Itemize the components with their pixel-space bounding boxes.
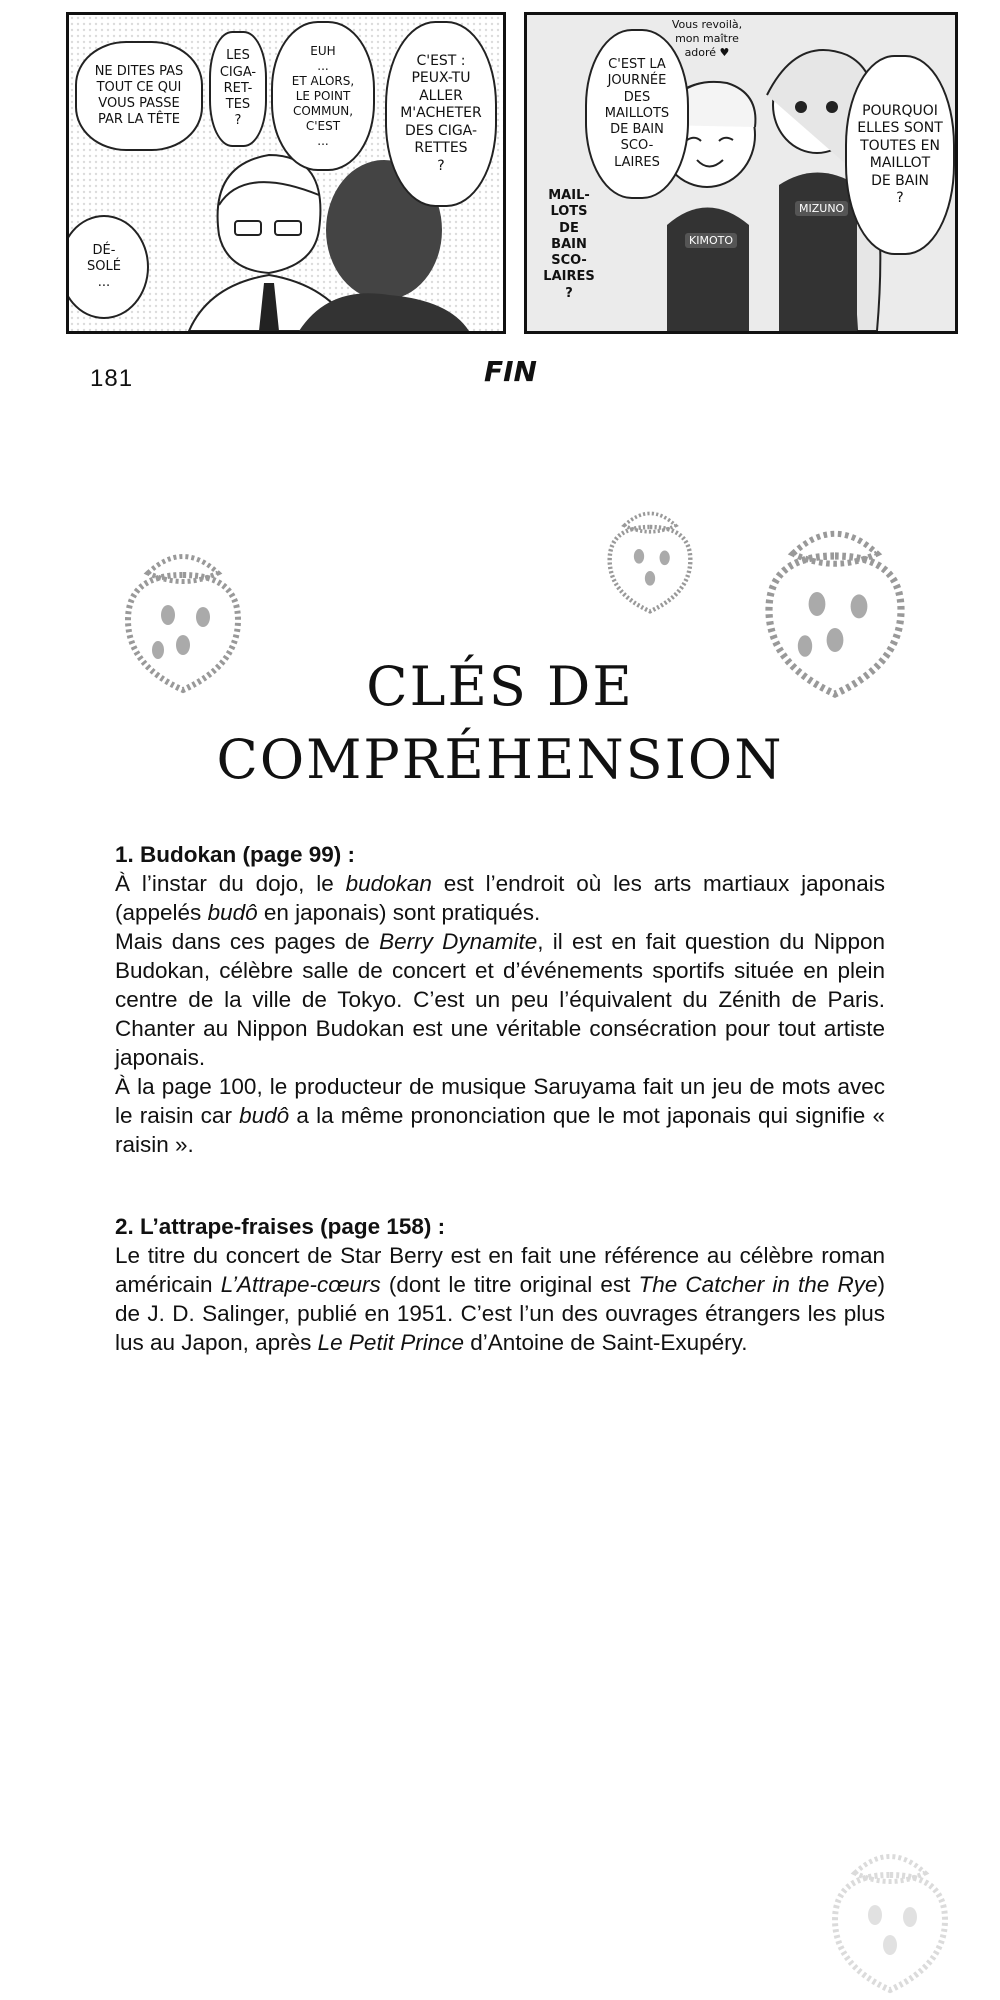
speech-bubble: Vous revoilà, mon maître adoré ♥: [671, 18, 743, 59]
speech-bubble: C'EST : PEUX-TU ALLER M'ACHETER DES CIGA- RETTES ?: [385, 21, 497, 207]
section-title-line2: COMPRÉHENSION: [216, 728, 784, 791]
manga-panel-left: [66, 12, 506, 334]
strawberry-lace-icon: [815, 1845, 965, 1995]
strawberry-lace-icon: [590, 505, 710, 615]
speech-bubble: MAIL- LOTS DE BAIN SCO- LAIRES ?: [543, 188, 595, 301]
entry-paragraph: À la page 100, le producteur de musique Saruyama fait un jeu de mots avec le raisin car budô a la même prononciation que le mot japonais qui signifie « raisin ».: [115, 1074, 885, 1157]
speech-bubble: LES CIGA- RET- TES ?: [209, 31, 267, 147]
swimsuit-label: KIMOTO: [685, 233, 737, 248]
section-title-line1: CLÉS DE: [366, 655, 634, 718]
speech-bubble: C'EST LA JOURNÉE DES MAILLOTS DE BAIN SCO- LAIRES: [585, 29, 689, 199]
entry-paragraph: Le titre du concert de Star Berry est en fait une référence au célèbre roman américain L’Attrape-cœurs (dont le titre original est The Catcher in the Rye) de J. D. Salinger, publié en 1951. C’est l’un des ouvrages étrangers les plus lus au Japon, après Le Petit Prince d’Antoine de Saint-Exupéry.: [115, 1243, 885, 1355]
speech-bubble: POURQUOI ELLES SONT TOUTES EN MAILLOT DE BAIN ?: [845, 55, 955, 255]
manga-panel-right: [524, 12, 958, 334]
swimsuit-label: MIZUNO: [795, 201, 848, 216]
fin-label: FIN: [484, 355, 537, 388]
entry-heading: 1. Budokan (page 99) :: [115, 842, 356, 867]
speech-bubble: NE DITES PAS TOUT CE QUI VOUS PASSE PAR LA TÊTE: [75, 41, 203, 151]
entry-paragraph: Mais dans ces pages de Berry Dynamite, il est en fait question du Nippon Budokan, célèbre salle de concert et d’événements sportifs située en plein centre de la ville de Tokyo. C’est un peu l’équivalent du Zénith de Paris. Chanter au Nippon Budokan est une véritable consécration pour tout artiste japonais.: [115, 929, 885, 1070]
speech-bubble: DÉ- SOLÉ ...: [66, 215, 149, 319]
speech-bubble: EUH ... ET ALORS, LE POINT COMMUN, C'EST ...: [271, 21, 375, 171]
page-number: 181: [90, 365, 134, 392]
glossary-entry-1: [115, 840, 885, 1159]
glossary-entry-2: [115, 1212, 885, 1357]
entry-paragraph: À l’instar du dojo, le budokan est l’endroit où les arts martiaux japonais (appelés budô en japonais) sont pratiqués.: [115, 871, 885, 925]
entry-heading: 2. L’attrape-fraises (page 158) :: [115, 1214, 446, 1239]
